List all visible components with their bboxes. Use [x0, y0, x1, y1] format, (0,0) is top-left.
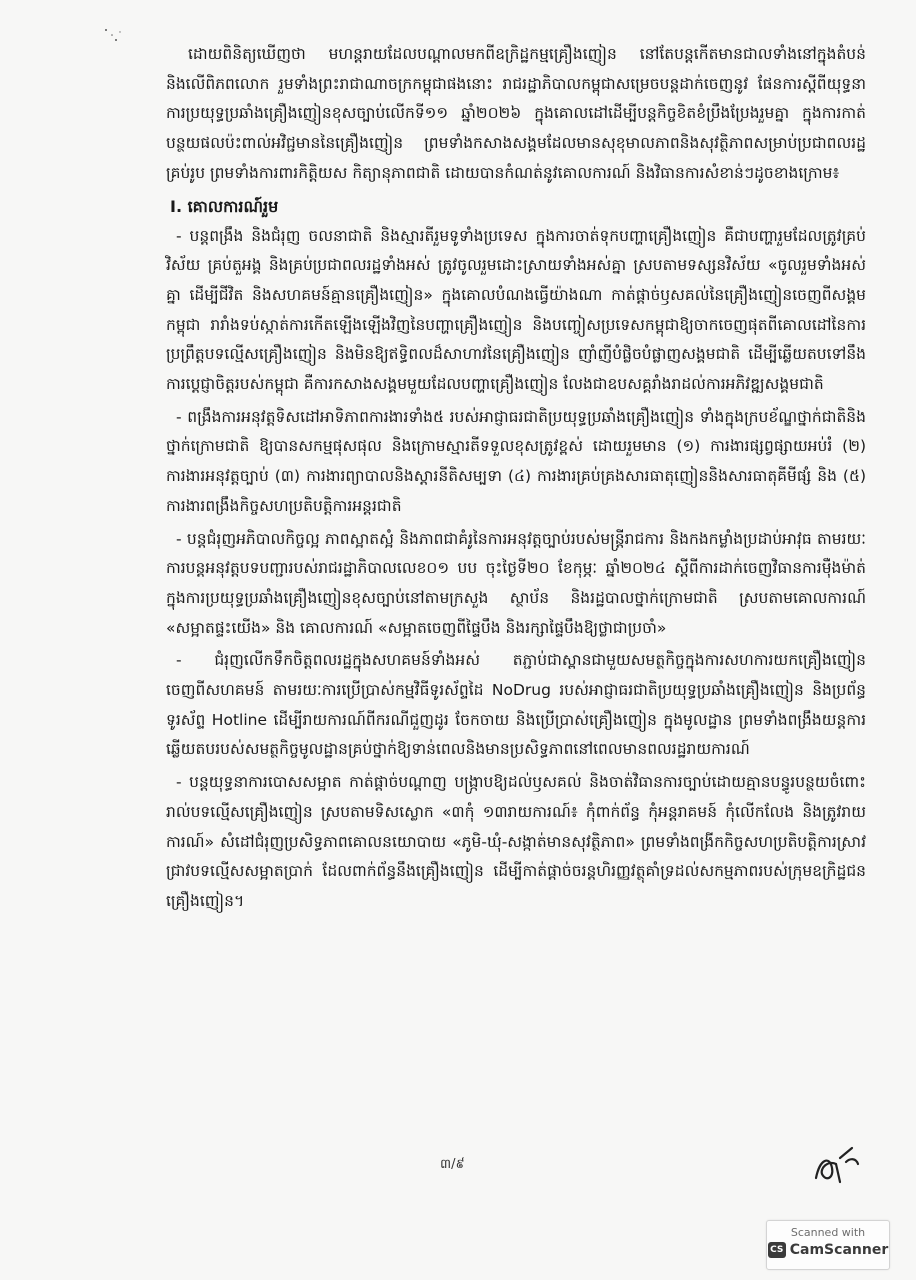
principle-paragraph-1: - បន្តពង្រឹង និងជំរុញ ចលនាជាតិ និងស្មារតីរួមទូទាំងប្រទេស ក្នុងការចាត់ទុកបញ្ហាគ្រឿងញៀន គឺជាបញ្ហារួមដែលត្រូវគ្រប់វិស័យ គ្រប់តួអង្គ និងគ្រប់ប្រជាពលរដ្ឋទាំងអស់ ត្រូវចូលរួមដោះស្រាយទាំងអស់គ្នា ស្របតាមទស្សនវិស័យ «ចូលរួមទាំងអស់គ្នា ដើម្បីជីវិត និងសហគមន៍គ្មានគ្រឿងញៀន» ក្នុងគោលបំណងធ្វើយ៉ាងណា កាត់ផ្តាច់ឫសគល់នៃគ្រឿងញៀនចេញពីសង្គមកម្ពុជា រារាំងទប់ស្កាត់ការកើតឡើងឡើងវិញនៃបញ្ហាគ្រឿងញៀន និងបញ្ចៀសប្រទេសកម្ពុជាឱ្យចាកចេញផុតពីគោលដៅនៃការប្រព្រឹត្តបទល្មើសគ្រឿងញៀន និងមិនឱ្យឥទ្ធិពលដ៏សាហាវនៃគ្រឿងញៀន ញាំញីបំផ្លិចបំផ្លាញសង្គមជាតិ ដើម្បីឆ្លើយតបទៅនឹងការប្តេជ្ញាចិត្តរបស់កម្ពុជា គឺការកសាងសង្គមមួយដែលបញ្ហាគ្រឿងញៀន លែងជាឧបសគ្គរាំងរាដល់ការអភិវឌ្ឍសង្គមជាតិ [166, 226, 866, 394]
camscanner-badge [766, 1220, 890, 1270]
principle-paragraph-5: - បន្តយុទ្ធនាការបោសសម្អាត កាត់ផ្តាច់បណ្តាញ បង្ក្រាបឱ្យដល់ឫសគល់ និងចាត់វិធានការច្បាប់ដោយគ្មានបន្ធូរបន្ថយចំពោះរាល់បទល្មើសគ្រឿងញៀន ស្របតាមទិសស្លោក «៣កុំ ១៣រាយការណ៍៖ កុំពាក់ព័ន្ធ កុំអន្តរាគមន៍ កុំលើកលែង និងត្រូវរាយការណ៍» សំដៅជំរុញប្រសិទ្ធភាពគោលនយោបាយ «ភូមិ-ឃុំ-សង្កាត់មានសុវត្ថិភាព» ព្រមទាំងពង្រីកកិច្ចសហប្រតិបត្តិការស្រាវជ្រាវបទល្មើសសម្អាតប្រាក់ ដែលពាក់ព័ន្ធនឹងគ្រឿងញៀន ដើម្បីកាត់ផ្តាច់ចរន្តហិរញ្ញវត្ថុគាំទ្រដល់សកម្មភាពរបស់ក្រុមឧក្រិដ្ឋជនគ្រឿងញៀន។ [166, 773, 866, 910]
camscanner-logo-icon: CS [768, 1242, 786, 1258]
principle-paragraph-4: - ជំរុញលើកទឹកចិត្តពលរដ្ឋក្នុងសហគមន៍ទាំងអស់ តភ្ជាប់ជាស្ពានជាមួយសមត្ថកិច្ចក្នុងការសហការយកគ្រឿងញៀនចេញពីសហគមន៍ តាមរយៈការប្រើប្រាស់កម្មវិធីទូរស័ព្ទដៃ NoDrug របស់អាជ្ញាធរជាតិប្រយុទ្ធប្រឆាំងគ្រឿងញៀន និងប្រព័ន្ធទូរស័ព្ទ Hotline ដើម្បីរាយការណ៍ពីករណីជួញដូរ ចែកចាយ និងប្រើប្រាស់គ្រឿងញៀន ក្នុងមូលដ្ឋាន ព្រមទាំងពង្រឹងយន្តការឆ្លើយតបរបស់សមត្ថកិច្ចមូលដ្ឋានគ្រប់ថ្នាក់ឱ្យទាន់ពេលនិងមានប្រសិទ្ធភាពនៅពេលមានពលរដ្ឋរាយការណ៍ [166, 651, 866, 759]
principle-paragraph-2: - ពង្រឹងការអនុវត្តទិសដៅអាទិភាពការងារទាំង៥ របស់អាជ្ញាធរជាតិប្រយុទ្ធប្រឆាំងគ្រឿងញៀន ទាំងក្នុងក្របខ័ណ្ឌថ្នាក់ជាតិនិងថ្នាក់ក្រោមជាតិ ឱ្យបានសកម្មផុសផុល និងក្រោមស្មារតីទទួលខុសត្រូវខ្ពស់ ដោយរួមមាន (១) ការងារផ្សព្វផ្សាយអប់រំ (២) ការងារអនុវត្តច្បាប់ (៣) ការងារព្យាបាលនិងស្តារនីតិសម្បទា (៤) ការងារគ្រប់គ្រងសារធាតុញៀននិងសារធាតុគីមីផ្សំ និង (៥) ការងារពង្រឹងកិច្ចសហប្រតិបត្តិការអន្តរជាតិ [166, 407, 866, 515]
scanner-brand-row [767, 1242, 889, 1258]
page-number: ៣/៩ [440, 1157, 465, 1172]
scanner-caption: Scanned with [790, 1226, 866, 1239]
scan-specks [100, 26, 130, 50]
signature-mark [806, 1138, 866, 1190]
scanner-brand: CamScanner [789, 1242, 889, 1258]
document-body [166, 40, 866, 920]
intro-paragraph: ដោយពិនិត្យឃើញថា មហន្តរាយដែលបណ្តាលមកពីឧក្រិដ្ឋកម្មគ្រឿងញៀន នៅតែបន្តកើតមានជាលទាំងនៅក្នុងតំបន់និងលើពិភពលោក រួមទាំងព្រះរាជាណាចក្រកម្ពុជាផងនោះ រាជរដ្ឋាភិបាលកម្ពុជាសម្រេចបន្តដាក់ចេញនូវ ផែនការស្តីពីយុទ្ធនាការប្រយុទ្ធប្រឆាំងគ្រឿងញៀនខុសច្បាប់លើកទី១១ ឆ្នាំ២០២៦ ក្នុងគោលដៅដើម្បីបន្តកិច្ចខិតខំប្រឹងប្រែងរួមគ្នា ក្នុងការកាត់បន្ថយផលប៉ះពាល់អវិជ្ជមាននៃគ្រឿងញៀន ព្រមទាំងកសាងសង្គមដែលមានសុខុមាលភាពនិងសុវត្ថិភាពសម្រាប់ប្រជាពលរដ្ឋគ្រប់រូប ព្រមទាំងការពារកិត្តិយស កិត្យានុភាពជាតិ ដោយបានកំណត់នូវគោលការណ៍ និងវិធានការសំខាន់ៗដូចខាងក្រោម៖ [166, 45, 866, 182]
principle-paragraph-3: - បន្តជំរុញអភិបាលកិច្ចល្អ ភាពស្អាតស្អំ និងភាពជាគំរូនៃការអនុវត្តច្បាប់របស់មន្ត្រីរាជការ និងកងកម្លាំងប្រដាប់អាវុធ តាមរយៈការបន្តអនុវត្តបទបញ្ជារបស់រាជរដ្ឋាភិបាលលេខ០១ បប ចុះថ្ងៃទី២០ ខែកុម្ភៈ ឆ្នាំ២០២៤ ស្តីពីការដាក់ចេញវិធានការម៉ឺងម៉ាត់ក្នុងការប្រយុទ្ធប្រឆាំងគ្រឿងញៀនខុសច្បាប់នៅតាមក្រសួង ស្ថាប័ន និងរដ្ឋបាលថ្នាក់ក្រោមជាតិ ស្របតាមគោលការណ៍ «សម្អាតផ្ទះយើង» និង គោលការណ៍ «សម្អាតចេញពីផ្ទៃបឹង និងរក្សាផ្ទៃបឹងឱ្យថ្លាជាប្រចាំ» [166, 529, 866, 637]
section-heading: I. គោលការណ៍រួម [170, 196, 279, 216]
